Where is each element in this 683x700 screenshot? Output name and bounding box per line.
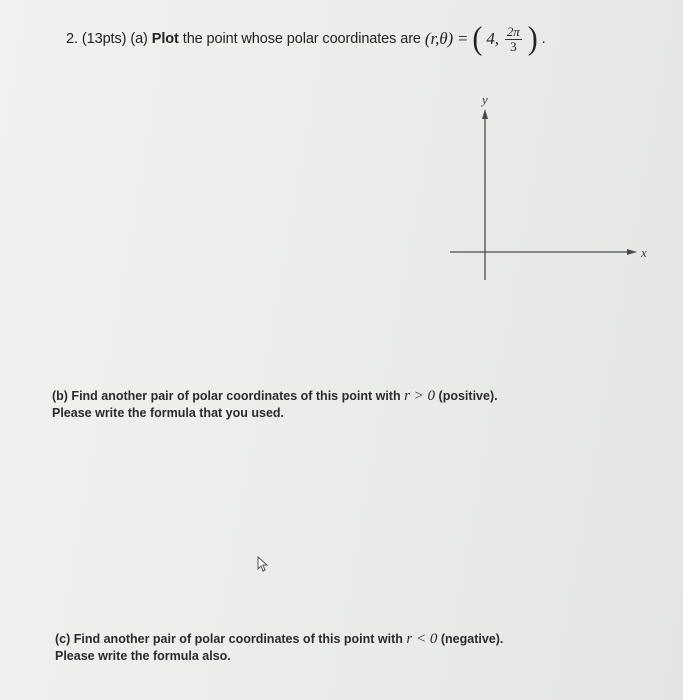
part-b-prompt: (b) Find another pair of polar coordinates of this point with — [52, 389, 401, 403]
part-c-condition: r < 0 — [406, 631, 438, 647]
y-axis-arrow-icon — [482, 109, 488, 119]
left-paren: ( — [472, 20, 483, 57]
r-value: 4, — [486, 29, 499, 48]
question-2-header — [66, 20, 546, 57]
theta-denominator: 3 — [510, 38, 517, 54]
part-c-line2: Please write the formula also. — [55, 649, 231, 663]
x-axis-label: x — [641, 245, 647, 260]
part-a-plot-word: Plot — [151, 31, 179, 47]
part-b-line1 — [52, 388, 498, 405]
equals-sign: = — [457, 29, 469, 48]
part-c-qualifier: (negative). — [440, 632, 504, 646]
part-b-line2: Please write the formula that you used. — [52, 406, 285, 420]
theta-numerator: 2π — [506, 23, 520, 39]
part-b — [52, 388, 498, 422]
trailing-period: . — [541, 31, 546, 47]
x-axis-arrow-icon — [627, 249, 637, 255]
part-a-label: (a) — [130, 31, 148, 47]
part-a-prompt: the point whose polar coordinates are — [182, 31, 421, 47]
part-b-qualifier: (positive). — [438, 389, 498, 403]
part-b-condition: r > 0 — [404, 388, 436, 404]
xy-axes — [430, 85, 660, 290]
part-c — [55, 631, 503, 665]
question-points: (13pts) — [81, 31, 127, 47]
part-c-line1 — [55, 631, 503, 648]
part-c-prompt: (c) Find another pair of polar coordinates of this point with — [55, 632, 403, 646]
right-paren: ) — [527, 20, 538, 57]
mouse-pointer-icon — [256, 556, 270, 572]
question-number: 2. — [66, 31, 78, 47]
y-axis-label: y — [482, 92, 488, 107]
polar-coords-lhs: (r,θ) — [424, 29, 454, 48]
theta-fraction — [505, 25, 522, 53]
